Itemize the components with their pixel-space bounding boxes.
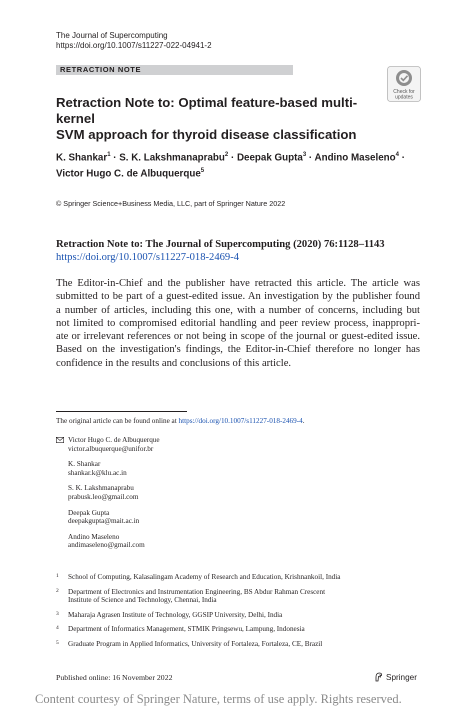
journal-doi[interactable]: https://doi.org/10.1007/s11227-022-04941-2	[56, 41, 212, 50]
author-affiliation-sup: 1	[107, 152, 111, 158]
badge-line2: updates	[395, 94, 413, 101]
envelope-icon	[56, 437, 64, 443]
affiliation-list	[56, 573, 426, 655]
contact-name: S. K. Lakshmanaprabu	[68, 484, 134, 493]
body-line: a number of articles, including this one, with a number of concerns, including but	[56, 304, 420, 316]
author-contacts	[56, 436, 160, 557]
contact-email[interactable]: victor.albuquerque@unifor.br	[68, 444, 154, 453]
original-article-link[interactable]: https://doi.org/10.1007/s11227-018-2469-4	[178, 417, 303, 425]
affiliation-text: Department of Electronics and Instrumentation Engineering, BS Abdur Rahman Crescent	[68, 587, 326, 596]
contact-name: Andino Maseleno	[68, 532, 120, 541]
contact-entry	[56, 484, 160, 501]
body-line: The Editor-in-Chief and the publisher have retracted this article. The article was	[56, 278, 420, 289]
affiliation-text: School of Computing, Kalasalingam Academy of Research and Education, Krishnankoil, India	[68, 573, 341, 581]
contact-entry	[56, 509, 160, 526]
author-list	[56, 149, 426, 181]
affiliation-number: 3	[56, 610, 59, 617]
retraction-citation: Retraction Note to: The Journal of Supercomputing (2020) 76:1128–1143	[56, 239, 385, 250]
courtesy-notice: Content courtesy of Springer Nature, terms of use apply. Rights reserved.	[35, 692, 402, 706]
affiliation-number: 4	[56, 625, 59, 632]
affiliation-entry	[56, 573, 426, 582]
original-article-end: .	[302, 417, 305, 425]
contact-email[interactable]: shankar.k@klu.ac.in	[68, 468, 127, 477]
affiliation-entry	[56, 625, 426, 634]
article-title	[56, 95, 386, 143]
retraction-body	[56, 277, 420, 370]
author-name: Victor Hugo C. de Albuquerque	[56, 168, 201, 180]
author-name: K. Shankar	[56, 152, 108, 164]
contact-entry	[56, 436, 160, 453]
author-name: Andino Maseleno	[314, 152, 396, 164]
author-affiliation-sup: 4	[395, 152, 399, 158]
affiliation-text: Institute of Science and Technology, Chennai, India	[68, 596, 217, 605]
contact-name: Victor Hugo C. de Albuquerque	[68, 436, 160, 444]
affiliation-text: Graduate Program in Applied Informatics, University of Fortaleza, Fortaleza, CE, Brazil	[68, 639, 323, 648]
author-affiliation-sup: 2	[224, 152, 229, 158]
affiliation-number: 2	[56, 587, 59, 594]
check-for-updates-badge[interactable]	[387, 66, 421, 102]
author-affiliation-sup: 5	[200, 167, 205, 174]
article-title-line: SVM approach for thyroid disease classification	[56, 127, 357, 142]
footnote-divider	[56, 411, 187, 412]
check-for-updates-icon	[387, 66, 421, 102]
author-affiliation-sup: 3	[302, 152, 307, 158]
contact-email[interactable]: deepakgupta@mait.ac.in	[68, 517, 140, 526]
author-separator: ·	[228, 152, 237, 164]
journal-header	[56, 31, 212, 51]
body-line: not limited to compromised editorial handling and peer review process, inappropri-	[56, 317, 420, 329]
affiliation-number: 1	[56, 573, 59, 579]
contact-email[interactable]: prabusk.leo@gmail.com	[68, 492, 139, 501]
contact-entry	[56, 533, 160, 550]
affiliation-number: 5	[56, 639, 59, 646]
contact-name: Deepak Gupta	[68, 508, 110, 517]
publisher-name: Springer	[386, 673, 417, 682]
springer-horse-icon	[374, 672, 383, 682]
body-line: confidence in the results and conclusions of this article.	[56, 357, 292, 369]
copyright-line: © Springer Science+Business Media, LLC, part of Springer Nature 2022	[56, 199, 286, 208]
contact-name: K. Shankar	[68, 460, 101, 469]
original-article-text: The original article can be found online at	[56, 417, 179, 425]
body-line: ate or irrelevant references or not being in scope of the journal or guest-edited issue.	[56, 331, 420, 343]
author-separator: ·	[398, 152, 408, 164]
affiliation-entry	[56, 611, 426, 620]
publisher-logo	[374, 672, 417, 683]
retraction-doi-link[interactable]: https://doi.org/10.1007/s11227-018-2469-4	[56, 252, 240, 263]
author-name: S. K. Lakshmanaprabu	[119, 152, 225, 164]
affiliation-text: Maharaja Agrasen Institute of Technology, GGSIP University, Delhi, India	[68, 610, 283, 619]
contact-entry	[56, 460, 160, 477]
journal-name: The Journal of Supercomputing	[56, 31, 168, 40]
contact-email[interactable]: andimaseleno@gmail.com	[68, 541, 145, 550]
badge-line1: Check for	[393, 89, 415, 95]
article-type-label: RETRACTION NOTE	[60, 65, 142, 74]
article-title-line: Retraction Note to: Optimal feature-based multi-kernel	[56, 95, 358, 126]
author-separator: ·	[110, 152, 120, 164]
author-separator: ·	[306, 152, 315, 164]
affiliation-text: Department of Informatics Management, STMIK Pringsewu, Lampung, Indonesia	[68, 625, 305, 634]
body-line: submitted to be part of a guest-edited issue. An investigation by the publisher found	[56, 291, 420, 303]
retraction-reference	[56, 238, 426, 264]
author-name: Deepak Gupta	[236, 152, 303, 164]
affiliation-entry	[56, 640, 426, 649]
original-article-note	[56, 417, 305, 426]
affiliation-entry	[56, 588, 426, 605]
published-date: Published online: 16 November 2022	[56, 673, 173, 682]
body-line: Based on the investigation's findings, the Editor-in-Chief therefore no longer has	[56, 344, 420, 356]
